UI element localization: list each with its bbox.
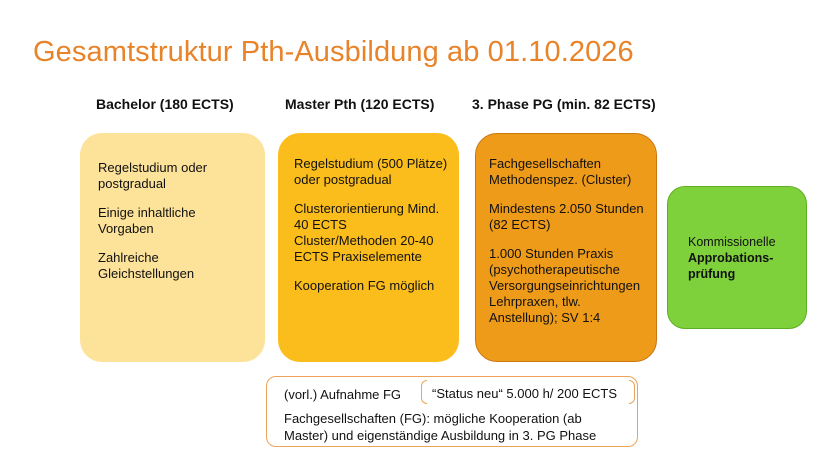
phase3-item: 1.000 Stunden Praxis (psychotherapeutische Versorgungseinrichtungen Lehrpraxen, tlw. Anstellung); SV 1:4 [489,246,641,325]
fg-note-box [266,376,638,447]
status-label: “Status neu“ 5.000 h/ 200 ECTS [432,386,617,401]
master-item: Regelstudium (500 Plätze) oder postgradual [294,156,448,187]
phase3-box [475,133,657,362]
page-title: Gesamtstruktur Pth-Ausbildung ab 01.10.2026 [33,36,634,68]
phase3-heading: 3. Phase PG (min. 82 ECTS) [472,96,656,112]
bachelor-heading: Bachelor (180 ECTS) [96,96,234,112]
exam-label-bold: Approbations-prüfung [688,251,774,281]
bachelor-item: Zahlreiche Gleichstellungen [98,250,195,281]
fg-note-text: Fachgesellschaften (FG): mögliche Kooperation (ab Master) und eigenständige Ausbildung in 3. PG Phase [284,411,597,443]
master-heading: Master Pth (120 ECTS) [285,96,435,112]
master-item: Kooperation FG möglich [294,278,435,293]
master-item: Clusterorientierung Mind. 40 ECTS Cluster/Methoden 20-40 ECTS Praxiselemente [294,201,440,264]
bachelor-box [80,133,265,362]
phase3-item: Fachgesellschaften Methodenspez. (Cluster) [489,156,632,187]
bachelor-item: Regelstudium oder postgradual [98,160,208,191]
exam-box [667,186,807,329]
aufnahme-label: (vorl.) Aufnahme FG [284,387,402,402]
phase3-item: Mindestens 2.050 Stunden (82 ECTS) [489,201,644,232]
bracket-right [629,380,635,404]
bachelor-item: Einige inhaltliche Vorgaben [98,205,196,236]
master-box [278,133,459,362]
exam-label: Kommissionelle [688,235,776,249]
